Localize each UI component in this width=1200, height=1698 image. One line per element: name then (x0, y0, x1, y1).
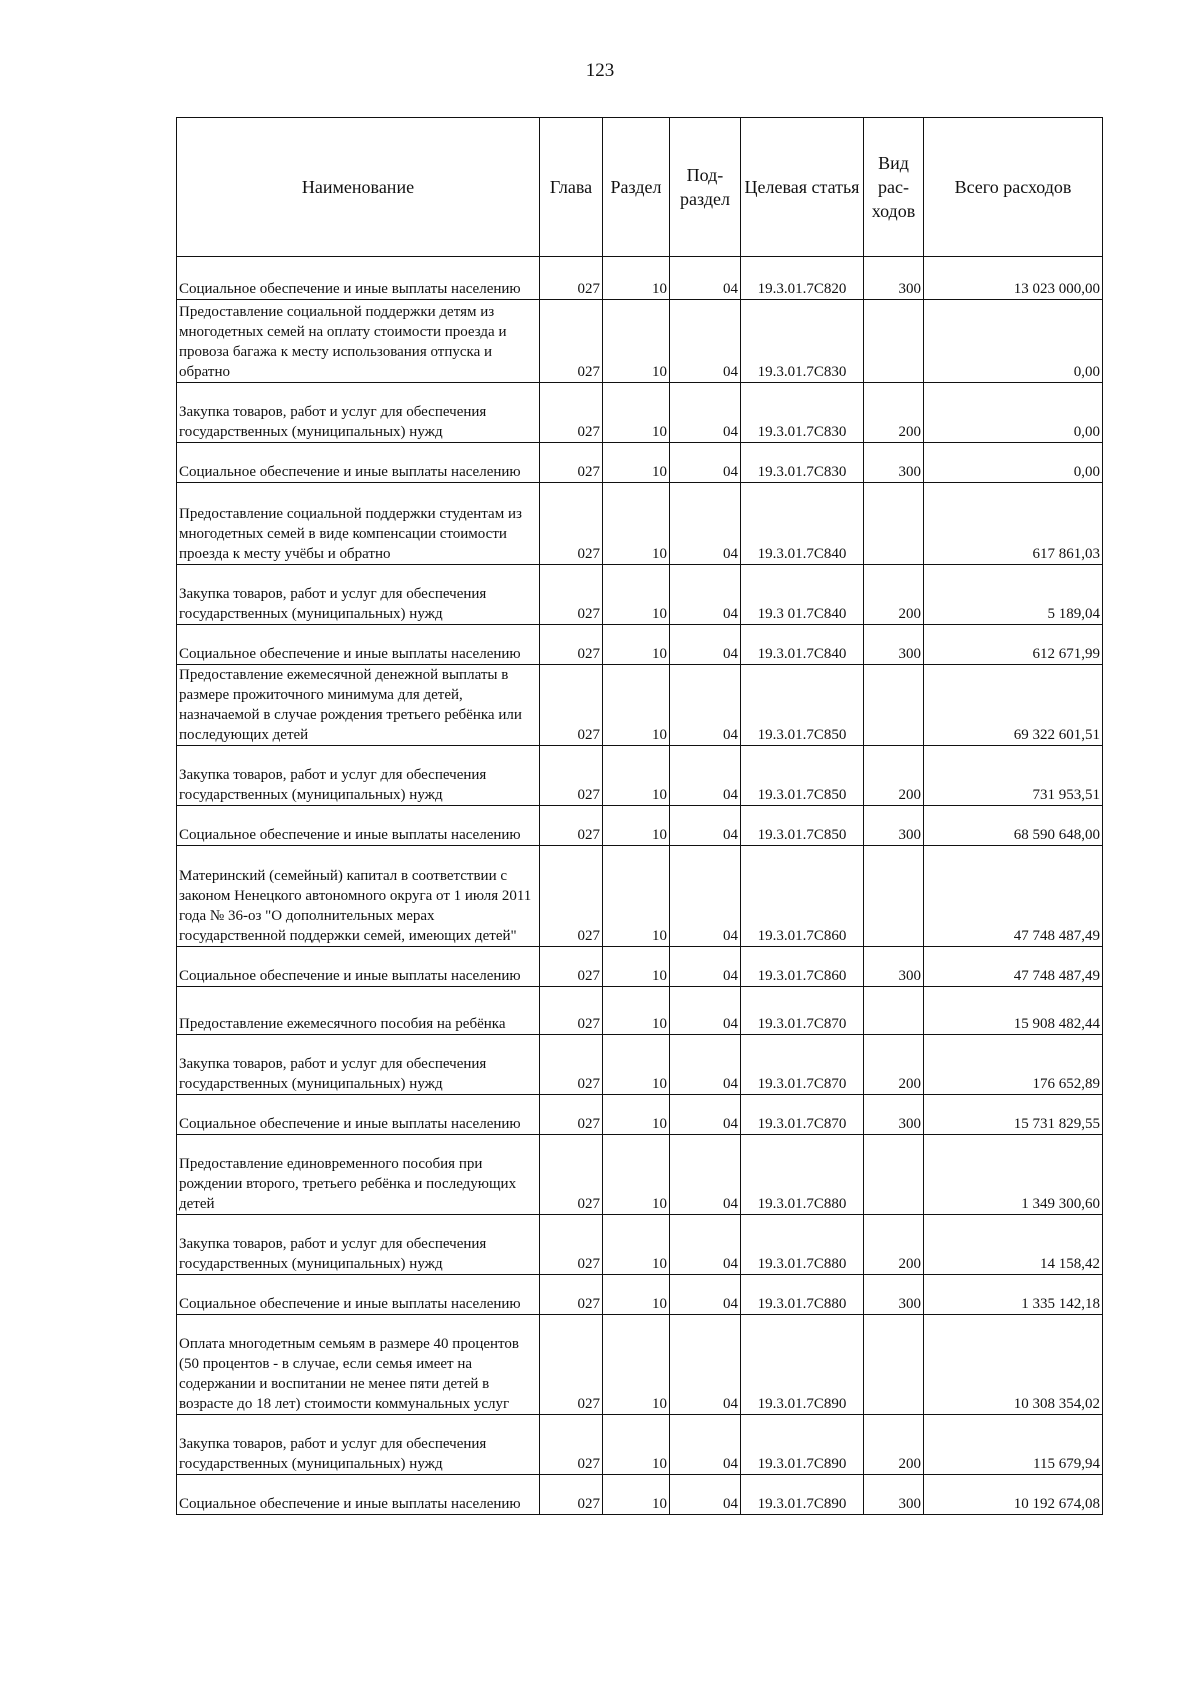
cell-name: Закупка товаров, работ и услуг для обеспечения государственных (муниципальных) нужд (177, 383, 540, 443)
cell-name: Социальное обеспечение и иные выплаты населению (177, 1275, 540, 1315)
cell-name: Социальное обеспечение и иные выплаты населению (177, 443, 540, 483)
cell-vid: 200 (864, 746, 924, 806)
cell-glava: 027 (540, 947, 603, 987)
cell-glava: 027 (540, 1475, 603, 1515)
header-razdel: Раздел (603, 118, 670, 257)
cell-podrazdel: 04 (670, 746, 741, 806)
cell-podrazdel: 04 (670, 1315, 741, 1415)
cell-podrazdel: 04 (670, 1095, 741, 1135)
cell-tselevaya: 19.3.01.7С830 (741, 443, 864, 483)
cell-vid: 300 (864, 947, 924, 987)
cell-podrazdel: 04 (670, 257, 741, 300)
budget-table (176, 117, 1103, 1515)
cell-vid (864, 987, 924, 1035)
table-row (177, 1215, 1103, 1275)
cell-total: 115 679,94 (924, 1415, 1103, 1475)
cell-vid (864, 665, 924, 746)
cell-glava: 027 (540, 625, 603, 665)
cell-name: Социальное обеспечение и иные выплаты населению (177, 625, 540, 665)
cell-name: Социальное обеспечение и иные выплаты населению (177, 1475, 540, 1515)
cell-total: 15 908 482,44 (924, 987, 1103, 1035)
cell-vid: 300 (864, 443, 924, 483)
cell-podrazdel: 04 (670, 665, 741, 746)
cell-glava: 027 (540, 383, 603, 443)
table-row (177, 257, 1103, 300)
cell-glava: 027 (540, 1095, 603, 1135)
cell-podrazdel: 04 (670, 443, 741, 483)
header-vid: Вид рас-ходов (864, 118, 924, 257)
cell-glava: 027 (540, 300, 603, 383)
table-row (177, 1095, 1103, 1135)
cell-razdel: 10 (603, 443, 670, 483)
cell-podrazdel: 04 (670, 1035, 741, 1095)
cell-glava: 027 (540, 846, 603, 947)
cell-vid: 200 (864, 1035, 924, 1095)
cell-razdel: 10 (603, 806, 670, 846)
cell-vid: 300 (864, 1095, 924, 1135)
table-row (177, 300, 1103, 383)
cell-glava: 027 (540, 987, 603, 1035)
cell-razdel: 10 (603, 1415, 670, 1475)
cell-podrazdel: 04 (670, 1475, 741, 1515)
cell-razdel: 10 (603, 947, 670, 987)
cell-razdel: 10 (603, 257, 670, 300)
cell-tselevaya: 19.3.01.7С820 (741, 257, 864, 300)
cell-vid: 200 (864, 1415, 924, 1475)
cell-glava: 027 (540, 806, 603, 846)
cell-tselevaya: 19.3.01.7С890 (741, 1415, 864, 1475)
cell-podrazdel: 04 (670, 300, 741, 383)
cell-vid: 300 (864, 625, 924, 665)
cell-razdel: 10 (603, 1315, 670, 1415)
cell-total: 617 861,03 (924, 483, 1103, 565)
table-row (177, 625, 1103, 665)
cell-glava: 027 (540, 443, 603, 483)
cell-razdel: 10 (603, 1215, 670, 1275)
cell-name: Социальное обеспечение и иные выплаты населению (177, 1095, 540, 1135)
cell-tselevaya: 19.3.01.7С860 (741, 947, 864, 987)
cell-name: Закупка товаров, работ и услуг для обеспечения государственных (муниципальных) нужд (177, 746, 540, 806)
cell-name: Предоставление ежемесячного пособия на ребёнка (177, 987, 540, 1035)
cell-tselevaya: 19.3.01.7С840 (741, 483, 864, 565)
cell-podrazdel: 04 (670, 565, 741, 625)
table-row (177, 846, 1103, 947)
cell-tselevaya: 19.3.01.7С890 (741, 1315, 864, 1415)
header-tselevaya: Целевая статья (741, 118, 864, 257)
cell-podrazdel: 04 (670, 1415, 741, 1475)
cell-tselevaya: 19.3.01.7С880 (741, 1275, 864, 1315)
header-total: Всего расходов (924, 118, 1103, 257)
cell-razdel: 10 (603, 1135, 670, 1215)
cell-total: 47 748 487,49 (924, 846, 1103, 947)
cell-vid: 200 (864, 565, 924, 625)
cell-vid: 300 (864, 806, 924, 846)
cell-vid (864, 1135, 924, 1215)
cell-total: 15 731 829,55 (924, 1095, 1103, 1135)
cell-vid: 300 (864, 1275, 924, 1315)
cell-tselevaya: 19.3.01.7С830 (741, 300, 864, 383)
header-name: Наименование (177, 118, 540, 257)
cell-razdel: 10 (603, 300, 670, 383)
cell-razdel: 10 (603, 846, 670, 947)
cell-name: Социальное обеспечение и иные выплаты населению (177, 947, 540, 987)
cell-name: Предоставление социальной поддержки студентам из многодетных семей в виде компенсации стоимости проезда к месту учёбы и обратно (177, 483, 540, 565)
cell-tselevaya: 19.3.01.7С870 (741, 1035, 864, 1095)
cell-tselevaya: 19.3.01.7С870 (741, 987, 864, 1035)
cell-name: Социальное обеспечение и иные выплаты населению (177, 806, 540, 846)
cell-podrazdel: 04 (670, 1275, 741, 1315)
cell-vid: 300 (864, 257, 924, 300)
cell-name: Закупка товаров, работ и услуг для обеспечения государственных (муниципальных) нужд (177, 1215, 540, 1275)
cell-glava: 027 (540, 257, 603, 300)
cell-glava: 027 (540, 1275, 603, 1315)
table-body (177, 257, 1103, 1515)
cell-razdel: 10 (603, 1035, 670, 1095)
cell-total: 731 953,51 (924, 746, 1103, 806)
cell-vid (864, 846, 924, 947)
cell-tselevaya: 19.3.01.7С830 (741, 383, 864, 443)
cell-tselevaya: 19.3.01.7С850 (741, 665, 864, 746)
cell-total: 0,00 (924, 443, 1103, 483)
cell-razdel: 10 (603, 1475, 670, 1515)
table-row (177, 443, 1103, 483)
table-row (177, 383, 1103, 443)
cell-total: 1 335 142,18 (924, 1275, 1103, 1315)
table-row (177, 1415, 1103, 1475)
cell-glava: 027 (540, 746, 603, 806)
cell-name: Закупка товаров, работ и услуг для обеспечения государственных (муниципальных) нужд (177, 1035, 540, 1095)
cell-podrazdel: 04 (670, 806, 741, 846)
cell-name: Закупка товаров, работ и услуг для обеспечения государственных (муниципальных) нужд (177, 565, 540, 625)
table-row (177, 806, 1103, 846)
table-row (177, 565, 1103, 625)
header-glava: Глава (540, 118, 603, 257)
cell-tselevaya: 19.3 01.7С840 (741, 565, 864, 625)
cell-total: 10 308 354,02 (924, 1315, 1103, 1415)
cell-name: Предоставление единовременного пособия при рождении второго, третьего ребёнка и последующих детей (177, 1135, 540, 1215)
cell-podrazdel: 04 (670, 483, 741, 565)
table-row (177, 665, 1103, 746)
cell-total: 0,00 (924, 383, 1103, 443)
cell-total: 14 158,42 (924, 1215, 1103, 1275)
cell-total: 10 192 674,08 (924, 1475, 1103, 1515)
cell-total: 13 023 000,00 (924, 257, 1103, 300)
table-header (177, 118, 1103, 257)
cell-glava: 027 (540, 565, 603, 625)
cell-razdel: 10 (603, 665, 670, 746)
cell-razdel: 10 (603, 625, 670, 665)
cell-tselevaya: 19.3.01.7С850 (741, 806, 864, 846)
cell-glava: 027 (540, 665, 603, 746)
cell-vid: 300 (864, 1475, 924, 1515)
cell-razdel: 10 (603, 1275, 670, 1315)
cell-tselevaya: 19.3.01.7С880 (741, 1215, 864, 1275)
cell-podrazdel: 04 (670, 947, 741, 987)
cell-name: Предоставление социальной поддержки детям из многодетных семей на оплату стоимости проезда и провоза багажа к месту использования отпуска и обратно (177, 300, 540, 383)
cell-podrazdel: 04 (670, 846, 741, 947)
cell-vid (864, 300, 924, 383)
cell-podrazdel: 04 (670, 1135, 741, 1215)
cell-razdel: 10 (603, 483, 670, 565)
cell-name: Предоставление ежемесячной денежной выплаты в размере прожиточного минимума для детей, назначаемой в случае рождения третьего ребёнка или последующих детей (177, 665, 540, 746)
table-row (177, 1275, 1103, 1315)
cell-name: Закупка товаров, работ и услуг для обеспечения государственных (муниципальных) нужд (177, 1415, 540, 1475)
cell-tselevaya: 19.3.01.7С870 (741, 1095, 864, 1135)
cell-razdel: 10 (603, 1095, 670, 1135)
cell-glava: 027 (540, 1135, 603, 1215)
cell-podrazdel: 04 (670, 625, 741, 665)
cell-razdel: 10 (603, 987, 670, 1035)
cell-name: Социальное обеспечение и иные выплаты населению (177, 257, 540, 300)
cell-podrazdel: 04 (670, 1215, 741, 1275)
cell-name: Оплата многодетным семьям в размере 40 процентов (50 процентов - в случае, если семья имеет на содержании и воспитании не менее пяти детей в возрасте до 18 лет) стоимости коммунальных услуг (177, 1315, 540, 1415)
cell-razdel: 10 (603, 746, 670, 806)
cell-total: 1 349 300,60 (924, 1135, 1103, 1215)
table-row (177, 746, 1103, 806)
cell-tselevaya: 19.3.01.7С880 (741, 1135, 864, 1215)
cell-total: 5 189,04 (924, 565, 1103, 625)
cell-vid (864, 1315, 924, 1415)
cell-glava: 027 (540, 1035, 603, 1095)
cell-total: 612 671,99 (924, 625, 1103, 665)
table-row (177, 1135, 1103, 1215)
cell-total: 0,00 (924, 300, 1103, 383)
cell-podrazdel: 04 (670, 383, 741, 443)
cell-total: 68 590 648,00 (924, 806, 1103, 846)
header-podrazdel: Под-раздел (670, 118, 741, 257)
page-number: 123 (585, 60, 615, 81)
cell-name: Материнский (семейный) капитал в соответствии с законом Ненецкого автономного округа от 1 июля 2011 года № 36-оз "О дополнительных мерах государственной поддержки семей, имеющих детей" (177, 846, 540, 947)
cell-tselevaya: 19.3.01.7С890 (741, 1475, 864, 1515)
cell-total: 69 322 601,51 (924, 665, 1103, 746)
cell-vid: 200 (864, 1215, 924, 1275)
cell-glava: 027 (540, 1315, 603, 1415)
table-row (177, 947, 1103, 987)
cell-total: 176 652,89 (924, 1035, 1103, 1095)
cell-tselevaya: 19.3.01.7С850 (741, 746, 864, 806)
cell-tselevaya: 19.3.01.7С840 (741, 625, 864, 665)
cell-tselevaya: 19.3.01.7С860 (741, 846, 864, 947)
cell-glava: 027 (540, 1215, 603, 1275)
table-row (177, 1035, 1103, 1095)
table-row (177, 483, 1103, 565)
cell-total: 47 748 487,49 (924, 947, 1103, 987)
cell-glava: 027 (540, 1415, 603, 1475)
table-row (177, 1475, 1103, 1515)
cell-vid (864, 483, 924, 565)
cell-podrazdel: 04 (670, 987, 741, 1035)
table-row (177, 1315, 1103, 1415)
table-row (177, 987, 1103, 1035)
cell-razdel: 10 (603, 565, 670, 625)
cell-glava: 027 (540, 483, 603, 565)
cell-razdel: 10 (603, 383, 670, 443)
cell-vid: 200 (864, 383, 924, 443)
